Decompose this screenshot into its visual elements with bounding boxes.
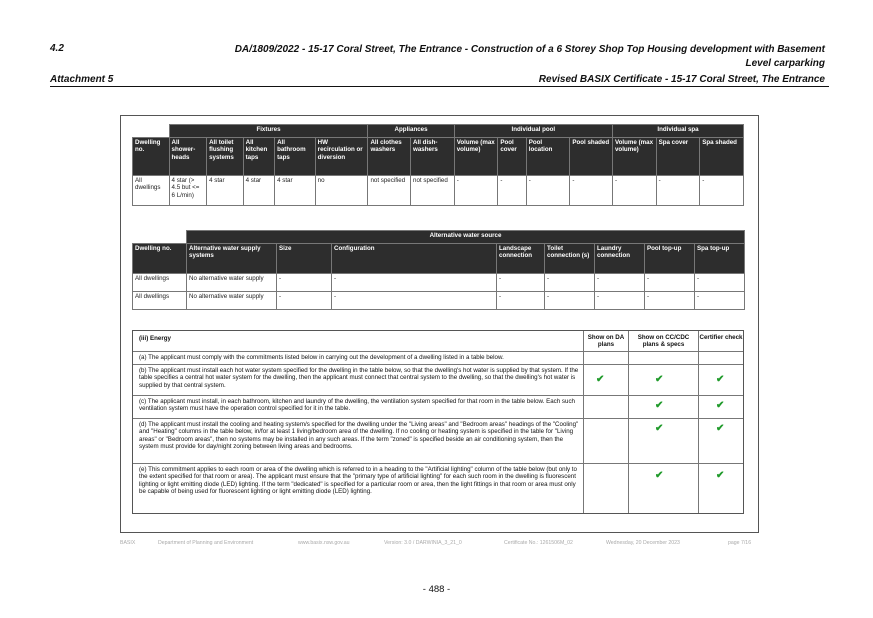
energy-header xyxy=(133,331,743,351)
alternative-water-table xyxy=(132,230,745,310)
table-cell: All dwellings xyxy=(133,292,187,310)
table-cell: - xyxy=(595,292,645,310)
column-header: Spa cover xyxy=(656,138,700,176)
document-title-line1: DA/1809/2022 - 15-17 Coral Street, The Entrance - Construction of a 6 Storey Shop Top Housing development with Basement xyxy=(234,44,825,55)
column-header: Dwelling no. xyxy=(133,138,170,176)
commitment-text: (b) The applicant must install each hot water system specified for the dwelling in the table below, so that the dwelling's hot water is supplied by that system. If the table specifies a central hot water system for the dwelling, then the applicant must connect that central system to the dwelling, so that the dwelling's hot water is supplied by that central system. xyxy=(139,367,579,389)
column-header: Spa shaded xyxy=(700,138,744,176)
table-cell: - xyxy=(695,274,745,292)
column-header: Size xyxy=(277,244,332,274)
table-cell: - xyxy=(595,274,645,292)
table-cell: - xyxy=(545,274,595,292)
column-header: All dish-washers xyxy=(411,138,455,176)
check-icon: ✔ xyxy=(655,470,664,481)
table-cell: - xyxy=(700,176,744,206)
fixtures-corner xyxy=(133,125,170,138)
table-cell: - xyxy=(277,274,332,292)
table-cell: - xyxy=(645,292,695,310)
table-cell: - xyxy=(332,274,497,292)
col-show-on-da-plans: Show on DA plans xyxy=(587,334,625,349)
footer-department: Department of Planning and Environment xyxy=(158,540,254,546)
check-icon: ✔ xyxy=(655,400,664,411)
document-title-line2: Level carparking xyxy=(745,58,825,69)
table-cell: not specified xyxy=(411,176,455,206)
table-cell: - xyxy=(612,176,656,206)
table-cell: - xyxy=(497,292,545,310)
document-title xyxy=(185,43,825,71)
table-cell: 4 star xyxy=(243,176,274,206)
group-alternative-water-source: Alternative water source xyxy=(187,231,745,244)
group-fixtures: Fixtures xyxy=(169,125,368,138)
column-header: Alternative water supply systems xyxy=(187,244,277,274)
commitment-text: (d) The applicant must install the cooling and heating system/s specified for the dwelling under the "Living areas" and "Bedroom areas" headings of the "Cooling" and "Heating" columns in the table below, in/for at least 1 living/bedroom area of the dwelling. If no cooling or heating system is specified in the table for "Living areas" or "Bedroom areas", then no systems may be installed in any such areas. If the term "zoned" is specified beside an air conditioning system, then the system must provide for day/night zoning between living areas and bedrooms. xyxy=(139,421,579,450)
footer-version: Version: 3.0 / DARWINIA_3_21_0 xyxy=(384,540,462,546)
table-cell: - xyxy=(332,292,497,310)
commitment-text: (c) The applicant must install, in each bathroom, kitchen and laundry of the dwelling, the ventilation system specified for that room in the table below. Each such ventilation system must have the operation control specified for it in the table. xyxy=(139,398,575,413)
attachment-label: Attachment 5 xyxy=(50,74,114,85)
check-icon: ✔ xyxy=(655,374,664,385)
column-header: Dwelling no. xyxy=(133,244,187,274)
energy-row-e xyxy=(133,463,743,514)
column-header: Pool location xyxy=(526,138,570,176)
group-individual-pool: Individual pool xyxy=(454,125,612,138)
footer-certificate-number: Certificate No.: 1261506M_02 xyxy=(504,540,573,546)
table-row xyxy=(133,292,745,310)
revised-certificate-label: Revised BASIX Certificate - 15-17 Coral Street, The Entrance xyxy=(538,74,825,85)
fixtures-table xyxy=(132,124,744,206)
table-cell: - xyxy=(526,176,570,206)
table-cell: - xyxy=(545,292,595,310)
check-icon: ✔ xyxy=(655,423,664,434)
water-corner xyxy=(133,231,187,244)
table-cell: - xyxy=(570,176,613,206)
energy-commitments-table xyxy=(132,330,744,514)
energy-title: (iii) Energy xyxy=(139,335,171,342)
section-number: 4.2 xyxy=(50,43,64,54)
energy-row-c xyxy=(133,395,743,418)
group-appliances: Appliances xyxy=(368,125,454,138)
column-header: Volume (max volume) xyxy=(454,138,498,176)
column-header: All bathroom taps xyxy=(275,138,316,176)
table-cell: - xyxy=(498,176,526,206)
column-header: Pool cover xyxy=(498,138,526,176)
table-cell: All dwellings xyxy=(133,274,187,292)
table-cell: - xyxy=(656,176,700,206)
col-certifier-check: Certifier check xyxy=(699,334,743,341)
column-header: All clothes washers xyxy=(368,138,411,176)
energy-row-a xyxy=(133,351,743,364)
page-number: - 488 - xyxy=(422,584,451,595)
table-cell: 4 star xyxy=(275,176,316,206)
footer-url: www.basix.nsw.gov.au xyxy=(298,540,350,546)
check-icon: ✔ xyxy=(716,400,725,411)
column-header: HW recirculation or diversion xyxy=(315,138,368,176)
table-cell: no xyxy=(315,176,368,206)
check-icon: ✔ xyxy=(596,374,605,385)
energy-row-b xyxy=(133,364,743,395)
check-icon: ✔ xyxy=(716,470,725,481)
energy-row-d xyxy=(133,418,743,463)
footer-basix: BASIX xyxy=(120,540,136,546)
table-cell: - xyxy=(454,176,498,206)
column-header: Landscape connection xyxy=(497,244,545,274)
table-row xyxy=(133,176,744,206)
column-header: Toilet connection (s) xyxy=(545,244,595,274)
footer-date: Wednesday, 20 December 2023 xyxy=(606,540,680,546)
check-icon: ✔ xyxy=(716,374,725,385)
column-header: Laundry connection xyxy=(595,244,645,274)
column-header: Spa top-up xyxy=(695,244,745,274)
table-cell: - xyxy=(695,292,745,310)
column-header: All kitchen taps xyxy=(243,138,274,176)
table-cell: 4 star xyxy=(207,176,244,206)
commitment-text: (e) This commitment applies to each room or area of the dwelling which is referred to in a heading to the "Artificial lighting" column of the table below (but only to the extent specified for that room or area). The applicant must ensure that the "primary type of artificial lighting" for each such room in the dwelling is fluorescent lighting or light emitting diode (LED) lighting. If the term "dedicated" is specified for a particular room or area, then the light fittings in that room or area must only be capable of being used for fluorescent lighting or light emitting diode (LED) lighting. xyxy=(139,466,577,495)
table-row xyxy=(133,274,745,292)
column-header: Volume (max volume) xyxy=(612,138,656,176)
column-header: Configuration xyxy=(332,244,497,274)
table-cell: No alternative water supply xyxy=(187,292,277,310)
table-cell: not specified xyxy=(368,176,411,206)
column-header: Pool shaded xyxy=(570,138,613,176)
column-header: All shower-heads xyxy=(169,138,207,176)
table-cell: All dwellings xyxy=(133,176,170,206)
table-cell: 4 star (> 4.5 but <= 6 L/min) xyxy=(169,176,207,206)
column-header: All toilet flushing systems xyxy=(207,138,244,176)
check-icon: ✔ xyxy=(716,423,725,434)
column-header: Pool top-up xyxy=(645,244,695,274)
header-rule xyxy=(50,86,829,87)
group-individual-spa: Individual spa xyxy=(612,125,743,138)
table-cell: - xyxy=(645,274,695,292)
table-cell: - xyxy=(497,274,545,292)
commitment-text: (a) The applicant must comply with the commitments listed below in carrying out the development of a dwelling listed in a table below. xyxy=(139,354,504,361)
footer-page: page 7/16 xyxy=(728,540,752,546)
table-cell: No alternative water supply xyxy=(187,274,277,292)
col-show-on-cc-cdc-plans: Show on CC/CDC plans & specs xyxy=(637,334,690,349)
table-cell: - xyxy=(277,292,332,310)
